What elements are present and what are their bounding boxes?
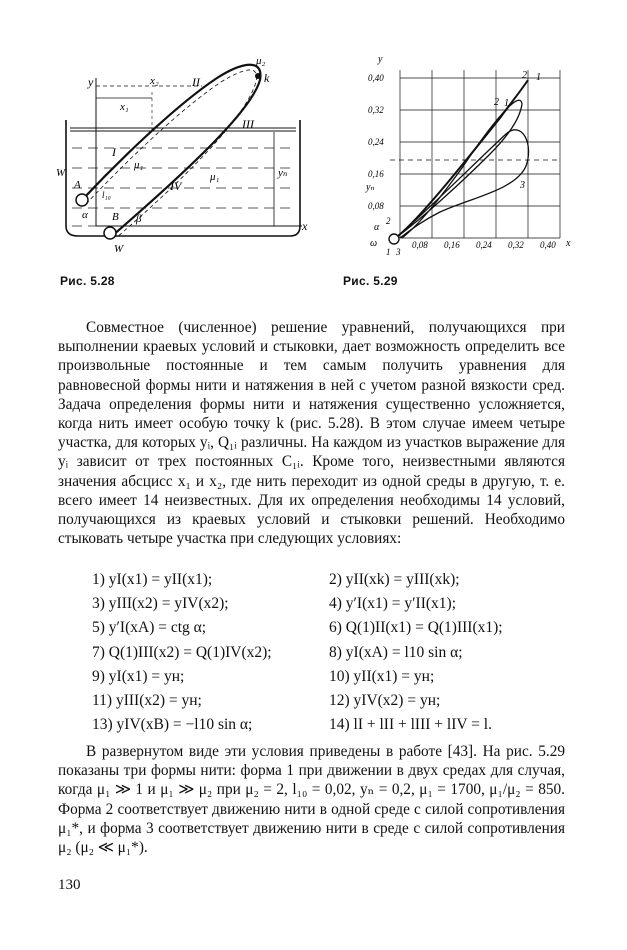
condition-left-1: 1) yI(x1) = yII(x1); [92,571,213,588]
paragraph-1: Совместное (численное) решение уравнений, получающихся при выполнении краевых условий и стыковки, дает возможность определить все произвольные постоянные и тем самым получить уравнения для равновесной формы нити и натяжения в ней с учетом разной вязкости сред. Задача определения формы нити и натяжения существенно усложняется, когда нить имеет особую точку k (рис. 5.28). В этом случае имеем четыре участка, для которых yᵢ, Q₁ᵢ различны. На каждом из участков выражение для yᵢ зависит от трех постоянных C₁ᵢ. Кроме того, неизвестными являются значения абсцисс x₁ и x₂, где нить переходит из одной среды в другую, т. е. всего имеет 14 неизвестных. Для их определения необходимы 14 условий, получающихся из краевых условий и стыковки решений. Необходимо стыковать четыре участка при следующих условиях: [58,319,565,548]
vessel-outline [66,120,300,236]
x-tick-label: 0,16 [444,240,460,250]
label-curve-3: 3 [520,180,525,191]
condition-right-3: 6) Q(1)II(x1) = Q(1)III(x1); [329,619,503,637]
pulley [389,234,399,244]
page-number: 130 [58,877,81,893]
condition-right-2: 4) y′I(x1) = y′II(x1); [329,595,456,613]
label-W-left: W [56,167,66,179]
label-y: y [88,75,94,89]
liquid-dashes [72,148,296,226]
label-roman-I: I [112,145,116,159]
label-bottom-2: 2 [386,216,391,226]
curve-3 [398,130,529,238]
y-tick-label: 0,08 [368,201,384,211]
condition-right-5: 10) yII(x1) = yн; [329,667,435,685]
condition-left-5: 9) yI(x1) = yн; [92,667,185,685]
label-curve-1: 1 [504,98,509,109]
y-tick-label: 0,32 [368,105,384,115]
condition-left-6: 11) yIII(x2) = yн; [92,691,202,709]
label-curve-2-top: 2 [522,70,527,81]
paragraph-2: В развернутом виде эти условия приведены в работе [43]. На рис. 5.29 показаны три формы нити: форма 1 при движении в двух средах для случая, когда μ₁ ≫ 1 и μ₁ ≫ μ₂ при μ₂ = 2, l₁₀ = 0,02, yₙ = 0,2, μ₁ = 1700, μ₁/μ₂ = 850. Форма 2 соответствует движению нити в одной среде с силой сопротивления μ₁*, и форма 3 соответствует движению нити в среде с силой сопротивления μ₂ (μ₂ ≪ μ₁*). [58,743,565,857]
label-l10: l₁₀ [102,190,111,200]
label-W-bottom: W [114,243,124,255]
label-curve-2: 2 [494,97,499,108]
y-tick-label: 0,16 [368,169,384,179]
label-k: k [264,71,270,85]
label-x2: x₂ [150,75,159,87]
y-tick-label: 0,24 [368,137,384,147]
caption-fig-5-28: Рис. 5.28 [60,274,115,288]
figure-5-29 [350,48,580,263]
condition-right-6: 12) yIV(x2) = yн; [329,691,441,709]
axis-label-y: y [378,54,383,65]
label-yH: yₙ [278,167,288,179]
label-omega: ω [370,238,378,249]
x-tick-label: 0,32 [508,240,524,250]
condition-left-3: 5) y′I(xA) = ctg α; [92,619,207,637]
label-bottom-1: 1 [386,247,391,257]
label-yH: yₙ [366,182,375,193]
label-x1: x₁ [120,101,129,113]
label-roman-II: II [192,75,200,89]
y-tick-label: 0,40 [368,73,384,83]
label-mu2-top: μ₂ [256,55,266,67]
x-tick-label: 0,40 [540,240,556,250]
condition-left-7: 13) yIV(xB) = −l10 sin α; [92,716,253,734]
conditions-left-column [92,568,272,737]
figure-5-28 [52,48,314,258]
figure-5-29-drawing [350,48,580,263]
axis-label-x: x [566,238,571,249]
liquid-surface-hatch [70,128,296,131]
label-x: x [302,219,308,233]
label-roman-IV: IV [170,179,182,193]
caption-fig-5-29: Рис. 5.29 [343,274,398,288]
point-k [255,73,261,79]
thread-curve [82,65,260,236]
label-alpha: α [374,222,380,233]
label-A: A [74,179,81,191]
label-roman-III: III [242,117,254,131]
x-tick-label: 0,24 [476,240,492,250]
label-alpha: α [82,209,88,221]
condition-right-1: 2) yII(xk) = yIII(xk); [329,571,460,588]
figure-5-28-drawing [52,48,314,258]
x-tick-labels [412,240,556,250]
label-bottom-3: 3 [396,247,401,257]
label-B: B [112,211,119,223]
condition-right-4: 8) yI(xA) = l10 sin α; [329,643,463,661]
label-curve-1-top: 1 [536,72,541,83]
pulley-a [76,194,88,206]
condition-right-7: 14) lI + lII + lIII + lIV = l. [329,716,492,734]
label-mu1-b: μ₁ [210,171,220,183]
label-beta: β [136,213,142,225]
condition-left-2: 3) yIII(x2) = yIV(x2); [92,595,229,613]
condition-left-4: 7) Q(1)III(x2) = Q(1)IV(x2); [92,643,272,661]
label-mu1-a: μ₁ [134,159,144,171]
pulley-b [104,227,116,239]
conditions-right-column [329,568,503,737]
x-tick-label: 0,08 [412,240,428,250]
